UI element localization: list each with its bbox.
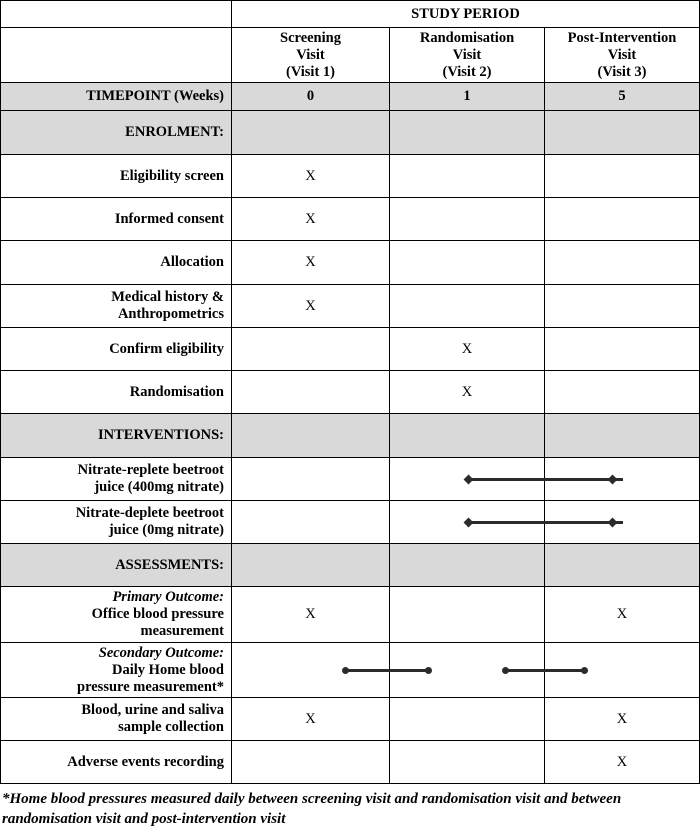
outcome-type-label: Secondary Outcome: (98, 644, 224, 661)
x-marker: X (545, 587, 700, 643)
row-label-allocation: Allocation (1, 241, 232, 285)
enrolment-section-label: ENROLMENT: (1, 111, 232, 155)
interventions-section-row (1, 414, 700, 458)
visits-header-row (1, 28, 700, 83)
row-label-adverse-events: Adverse events recording (1, 741, 232, 784)
home-bp-span-cell (232, 643, 390, 698)
x-marker: X (232, 698, 390, 741)
empty-cell (390, 155, 545, 198)
x-marker: X (232, 241, 390, 285)
empty-cell (545, 371, 700, 414)
intervention-span-end-cell (545, 501, 700, 544)
empty-cell (232, 111, 390, 155)
label-line: pressure measurement* (77, 678, 224, 695)
x-marker: X (545, 698, 700, 741)
table-row (1, 328, 700, 371)
footnote: *Home blood pressures measured daily between screening visit and randomisation visit and between randomisation visit and post-intervention visit (2, 791, 622, 827)
study-period-header: STUDY PERIOD (232, 1, 700, 28)
label-line: Anthropometrics (117, 306, 224, 322)
empty-corner-cell (1, 1, 232, 28)
row-label-confirm-eligibility: Confirm eligibility (1, 328, 232, 371)
label-line: juice (400mg nitrate) (94, 479, 224, 495)
empty-cell (390, 741, 545, 784)
label-line: Nitrate-replete beetroot (77, 462, 224, 478)
row-label-randomisation: Randomisation (1, 371, 232, 414)
empty-cell (545, 544, 700, 587)
table-row (1, 501, 700, 544)
assessments-section-label: ASSESSMENTS: (1, 544, 232, 587)
empty-cell (545, 111, 700, 155)
intervention-span-cell (390, 458, 545, 501)
intervention-span-cell (390, 501, 545, 544)
empty-cell (545, 414, 700, 458)
row-label-eligibility-screen: Eligibility screen (1, 155, 232, 198)
label-line: measurement (140, 623, 224, 639)
visit-1-number: (Visit 1) (286, 63, 335, 80)
home-bp-duration-bar-1 (345, 669, 390, 672)
empty-cell (545, 328, 700, 371)
interventions-section-label: INTERVENTIONS: (1, 414, 232, 458)
empty-cell (390, 241, 545, 285)
timepoint-row (1, 83, 700, 111)
visit-1-header (232, 28, 390, 83)
empty-cell (390, 698, 545, 741)
empty-cell (232, 544, 390, 587)
visit-3-word: Visit (607, 46, 637, 63)
intervention-span-end-cell (545, 458, 700, 501)
x-marker: X (232, 587, 390, 643)
empty-cell (232, 741, 390, 784)
visit-2-header (390, 28, 545, 83)
label-line: Medical history & (111, 289, 224, 305)
empty-cell (545, 198, 700, 241)
table-row (1, 155, 700, 198)
table-row (1, 198, 700, 241)
table-row (1, 698, 700, 741)
empty-corner-cell (1, 28, 232, 83)
visit-3-header (545, 28, 700, 83)
table-row (1, 371, 700, 414)
empty-cell (232, 371, 390, 414)
timepoint-visit-1: 0 (232, 83, 390, 111)
outcome-type-label: Primary Outcome: (112, 589, 224, 605)
bar-start-diamond (464, 517, 474, 527)
x-marker: X (232, 198, 390, 241)
empty-cell (390, 544, 545, 587)
x-marker: X (232, 155, 390, 198)
empty-cell (390, 587, 545, 643)
visit-1-name: Screening (280, 29, 341, 46)
bar-start-dot (502, 667, 509, 674)
visit-3-number: (Visit 3) (597, 63, 647, 80)
visit-2-number: (Visit 2) (442, 63, 492, 80)
table-row (1, 741, 700, 784)
timepoint-visit-3: 5 (545, 83, 700, 111)
visit-3-name: Post-Intervention (567, 29, 677, 46)
table-row (1, 285, 700, 328)
empty-cell (390, 198, 545, 241)
table-row (1, 241, 700, 285)
home-bp-duration-bar-1-end (390, 669, 429, 672)
row-label-sample-collection (1, 698, 232, 741)
empty-cell (545, 241, 700, 285)
table-row (1, 587, 700, 643)
visit-2-word: Visit (452, 46, 482, 63)
empty-cell (390, 111, 545, 155)
table-row (1, 458, 700, 501)
label-line: Nitrate-deplete beetroot (75, 505, 224, 521)
label-line: juice (0mg nitrate) (108, 522, 224, 538)
assessments-section-row (1, 544, 700, 587)
x-marker: X (390, 371, 545, 414)
empty-cell (232, 414, 390, 458)
enrolment-section-row (1, 111, 700, 155)
empty-cell (545, 285, 700, 328)
x-marker: X (232, 285, 390, 328)
empty-cell (390, 285, 545, 328)
empty-cell (232, 458, 390, 501)
x-marker: X (390, 328, 545, 371)
bar-end-dot (425, 667, 432, 674)
bar-end-dot (581, 667, 588, 674)
row-label-secondary-outcome (1, 643, 232, 698)
home-bp-span-end-cell (545, 643, 700, 698)
row-label-medical-history (1, 285, 232, 328)
bar-end-diamond (608, 517, 618, 527)
home-bp-duration-bar-2-end (545, 669, 584, 672)
row-label-nitrate-deplete (1, 501, 232, 544)
label-line: Blood, urine and saliva (81, 702, 224, 718)
visit-2-name: Randomisation (419, 29, 515, 46)
row-label-informed-consent: Informed consent (1, 198, 232, 241)
empty-cell (390, 414, 545, 458)
empty-cell (232, 328, 390, 371)
label-line: Office blood pressure (91, 606, 224, 622)
row-label-nitrate-replete (1, 458, 232, 501)
empty-cell (545, 155, 700, 198)
x-marker: X (545, 741, 700, 784)
study-period-row (1, 1, 700, 28)
visit-1-word: Visit (296, 46, 325, 63)
timepoint-label: TIMEPOINT (Weeks) (1, 83, 232, 111)
home-bp-duration-bar-2 (505, 669, 545, 672)
bar-start-dot (342, 667, 349, 674)
table-row (1, 643, 700, 698)
bar-end-diamond (608, 474, 618, 484)
timepoint-visit-2: 1 (390, 83, 545, 111)
label-line: sample collection (118, 719, 224, 735)
label-line: Daily Home blood (112, 661, 224, 678)
home-bp-span-cell (390, 643, 545, 698)
bar-start-diamond (464, 474, 474, 484)
row-label-primary-outcome (1, 587, 232, 643)
empty-cell (232, 501, 390, 544)
